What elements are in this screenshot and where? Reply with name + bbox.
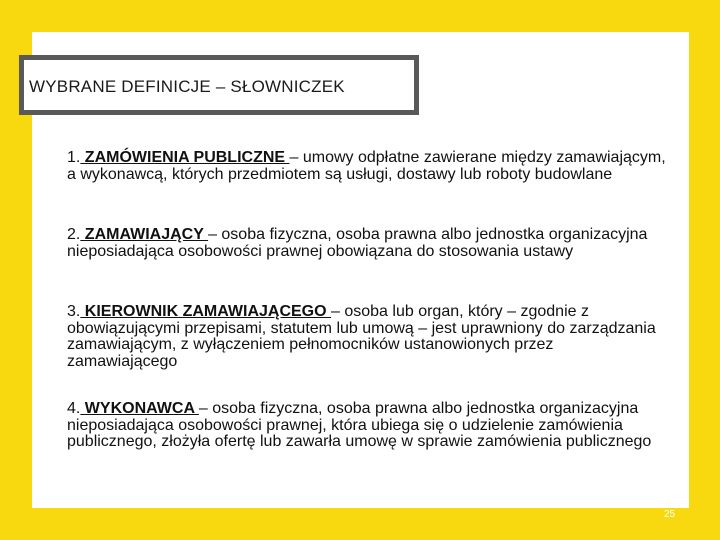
definition-item	[67, 227, 667, 260]
definition-text: – osoba fizyczna, osoba prawna albo jednostka organizacyjna nieposiadająca osobowości prawnej, która ubiega się o udzielenie zamówienia publicznego, złożyła ofertę lub zawarła umowę w sprawie zamówienia publicznego	[67, 400, 652, 450]
definition-item	[67, 304, 667, 370]
slide-title: WYBRANE DEFINICJE – SŁOWNICZEK	[29, 77, 345, 96]
definition-term: WYKONAWCA	[80, 400, 199, 417]
definition-item	[67, 401, 667, 451]
definition-number: 3.	[67, 303, 81, 320]
definition-item	[67, 150, 667, 183]
definition-text: – osoba lub organ, który – zgodnie z obowiązującymi przepisami, statutem lub umową – jest uprawniony do zarządzania zamawiającym, z wyłączeniem pełnomocników ustanowionych przez zamawiającego	[67, 303, 656, 370]
page-number: 25	[664, 509, 676, 520]
definition-number: 4.	[67, 400, 81, 417]
definition-term: ZAMAWIAJĄCY	[80, 226, 209, 243]
definition-number: 2.	[67, 226, 81, 243]
definition-term: KIEROWNIK ZAMAWIAJĄCEGO	[80, 303, 332, 320]
definition-text: – osoba fizyczna, osoba prawna albo jednostka organizacyjna nieposiadająca osobowości prawnej obowiązana do stosowania ustawy	[67, 226, 648, 260]
definition-text: – umowy odpłatne zawierane między zamawiającym, a wykonawcą, których przedmiotem są usługi, dostawy lub roboty budowlane	[67, 149, 666, 183]
definition-term: ZAMÓWIENIA PUBLICZNE	[80, 149, 290, 166]
definition-number: 1.	[67, 149, 81, 166]
